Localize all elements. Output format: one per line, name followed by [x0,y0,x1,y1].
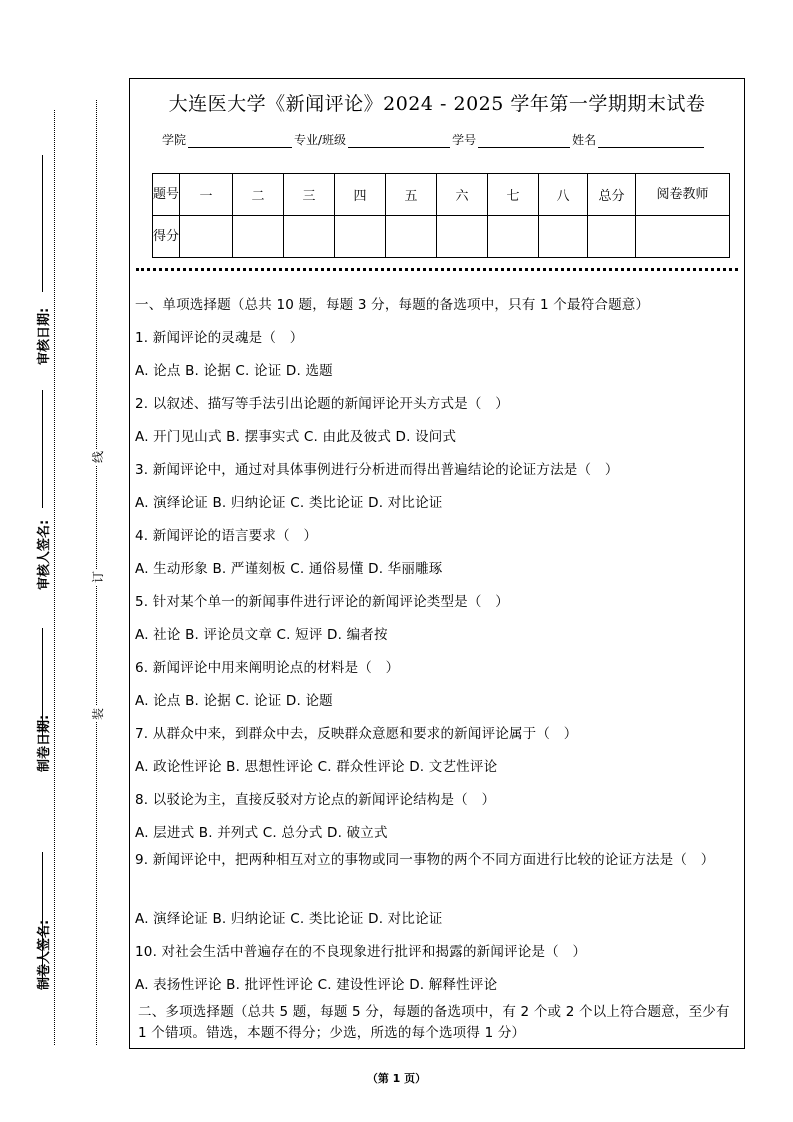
score-cell[interactable] [588,216,636,258]
maker-date-label: 制卷日期: [37,714,52,772]
mark-ding: 订 [91,570,105,583]
question-3: 3. 新闻评论中，通过对具体事例进行分析进而得出普遍结论的论证方法是（ ） [135,462,619,478]
score-cell[interactable] [180,216,233,258]
col-1: 一 [180,174,233,216]
question-9: 9. 新闻评论中，把两种相互对立的事物或同一事物的两个不同方面进行比较的论证方法是（ ） [135,852,715,868]
options-7: A. 政论性评论 B. 思想性评论 C. 群众性评论 D. 文艺性评论 [135,759,498,775]
major-label: 专业/班级 [294,133,347,147]
col-total: 总分 [588,174,636,216]
exam-title: 大连医大学《新闻评论》2024 - 2025 学年第一学期期末试卷 [168,93,706,115]
options-5: A. 社论 B. 评论员文章 C. 短评 D. 编者按 [135,627,388,643]
score-table-score-row [153,216,730,258]
score-table [152,173,730,258]
student-id-blank[interactable] [478,135,570,148]
reviewer-date-label: 审核日期: [37,307,52,365]
reviewer-sign-blank [42,390,43,508]
section2-heading: 二、多项选择题（总共 5 题，每题 5 分，每题的备选项中，有 2 个或 2 个以上符合题意，至少有 1 个错项。错选，本题不得分；少选，所选的每个选项得 1 分） [138,1004,730,1041]
question-7: 7. 从群众中来，到群众中去，反映群众意愿和要求的新闻评论属于（ ） [135,726,578,742]
score-cell[interactable] [488,216,539,258]
page-number: （第 1 页） [366,1072,427,1085]
col-5: 五 [386,174,437,216]
question-2: 2. 以叙述、描写等手法引出论题的新闻评论开头方式是（ ） [135,396,509,412]
col-4: 四 [335,174,386,216]
score-cell[interactable] [636,216,730,258]
student-id-label: 学号 [452,133,477,147]
options-3: A. 演绎论证 B. 归纳论证 C. 类比论证 D. 对比论证 [135,495,443,511]
col-grader: 阅卷教师 [636,174,730,216]
score-cell[interactable] [284,216,335,258]
reviewer-sign-label: 审核人签名: [37,519,52,590]
score-cell[interactable] [539,216,588,258]
question-1: 1. 新闻评论的灵魂是（ ） [135,330,304,346]
binding-margin [0,0,128,1122]
student-info-row [162,131,706,148]
score-cell[interactable] [233,216,284,258]
major-blank[interactable] [348,135,450,148]
mark-xian: 线 [91,450,105,463]
options-6: A. 论点 B. 论据 C. 论证 D. 论题 [135,693,333,709]
exam-frame [129,78,745,1049]
college-blank[interactable] [188,135,292,148]
options-10: A. 表扬性评论 B. 批评性评论 C. 建设性评论 D. 解释性评论 [135,977,498,993]
reviewer-date-blank [42,155,43,292]
options-9: A. 演绎论证 B. 归纳论证 C. 类比论证 D. 对比论证 [135,911,443,927]
question-10: 10. 对社会生活中普遍存在的不良现象进行批评和揭露的新闻评论是（ ） [135,944,587,960]
options-4: A. 生动形象 B. 严谨刻板 C. 通俗易懂 D. 华丽雕琢 [135,561,443,577]
college-label: 学院 [162,133,187,147]
score-cell[interactable] [386,216,437,258]
question-5: 5. 针对某个单一的新闻事件进行评论的新闻评论类型是（ ） [135,594,509,610]
score-table-header-row [153,174,730,216]
score-cell[interactable] [335,216,386,258]
mark-zhuang: 装 [91,707,105,720]
col-7: 七 [488,174,539,216]
dotted-separator [136,268,738,271]
score-table-row1-head: 题号 [153,174,180,216]
name-blank[interactable] [598,135,704,148]
outer-dotted-line [54,110,55,1045]
section1-heading: 一、单项选择题（总共 10 题，每题 3 分，每题的备选项中，只有 1 个最符合题意） [135,297,650,313]
score-cell[interactable] [437,216,488,258]
name-label: 姓名 [572,133,597,147]
question-6: 6. 新闻评论中用来阐明论点的材料是（ ） [135,660,400,676]
score-table-row2-head: 得分 [153,216,180,258]
col-2: 二 [233,174,284,216]
question-8: 8. 以驳论为主，直接反驳对方论点的新闻评论结构是（ ） [135,792,496,808]
question-4: 4. 新闻评论的语言要求（ ） [135,528,318,544]
options-1: A. 论点 B. 论据 C. 论证 D. 选题 [135,363,333,379]
col-3: 三 [284,174,335,216]
options-8: A. 层进式 B. 并列式 C. 总分式 D. 破立式 [135,825,388,841]
col-8: 八 [539,174,588,216]
maker-sign-label: 制卷人签名: [37,919,52,990]
col-6: 六 [437,174,488,216]
options-2: A. 开门见山式 B. 摆事实式 C. 由此及彼式 D. 设问式 [135,429,457,445]
